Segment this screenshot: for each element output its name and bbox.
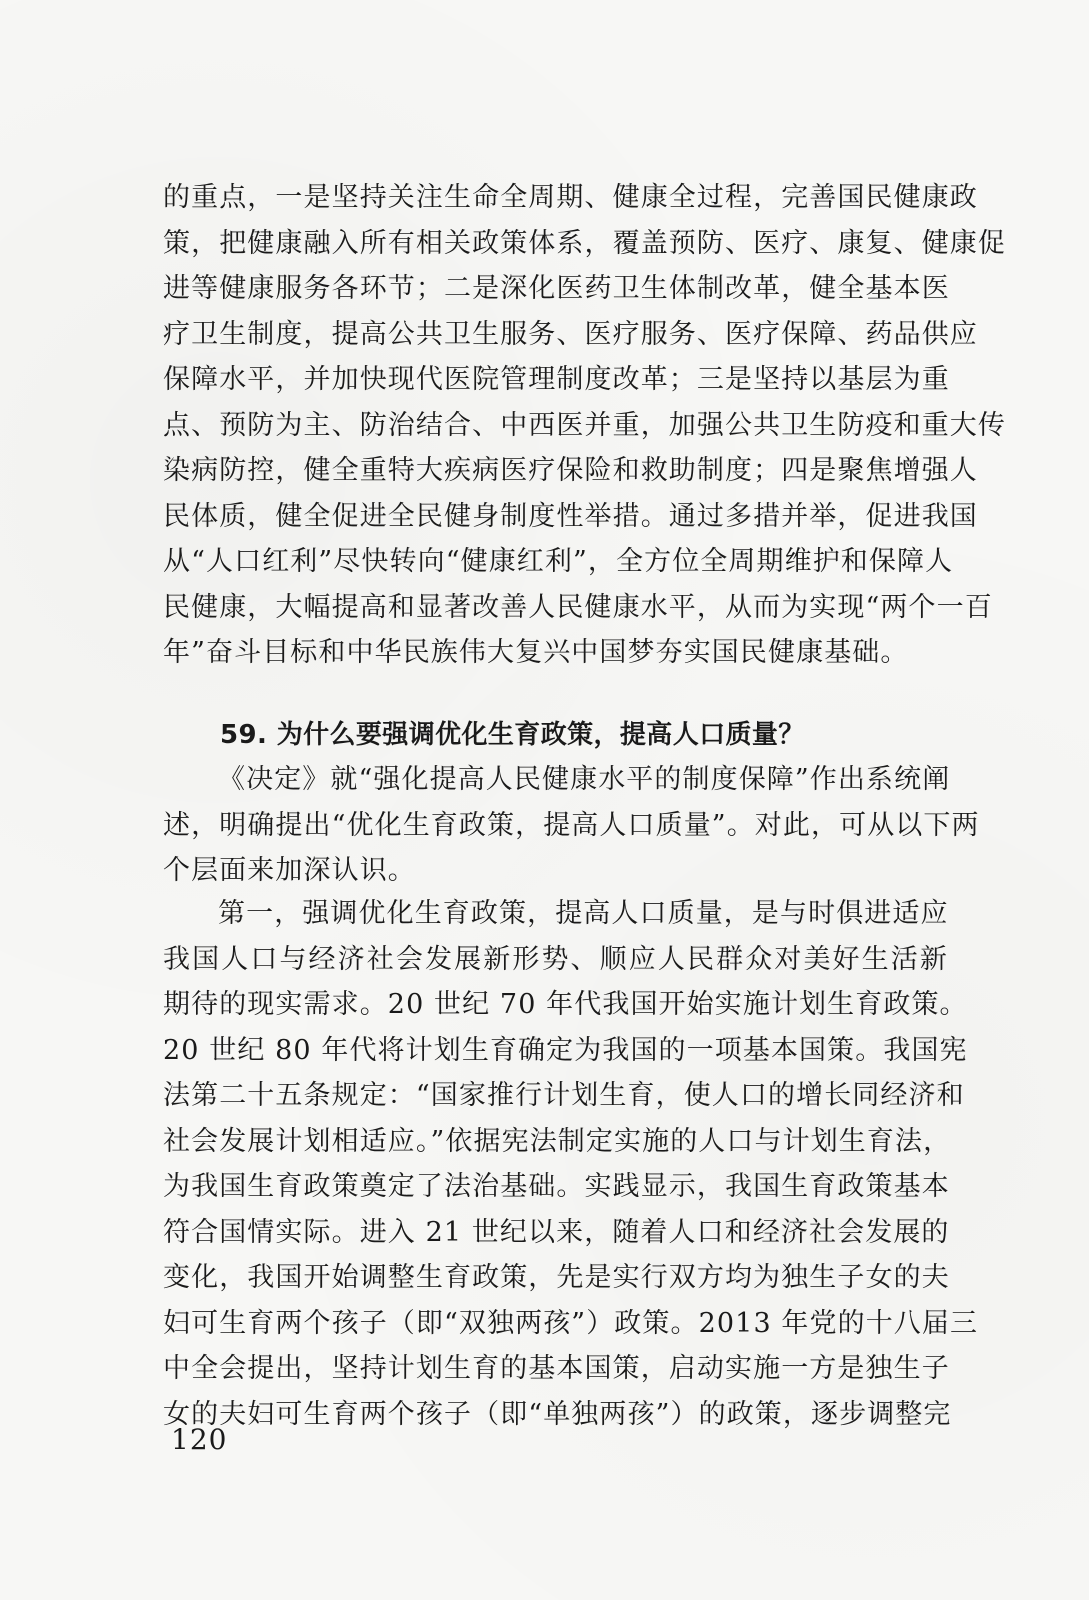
paragraph-intro: [163, 757, 980, 894]
text-line: 进等健康服务各环节；二是深化医药卫生体制改革，健全基本医: [163, 273, 950, 304]
text-line: 民健康，大幅提高和显著改善人民健康水平，从而为实现“两个一百: [163, 591, 993, 623]
text-line: 女的夫妇可生育两个孩子（即“单独两孩”）的政策，逐步调整完: [163, 1398, 952, 1430]
text-line: 年”奋斗目标和中华民族伟大复兴中国梦夯实国民健康基础。: [163, 637, 909, 668]
text-line: 为我国生育政策奠定了法治基础。实践显示，我国生育政策基本: [163, 1171, 950, 1202]
text-line: 妇可生育两个孩子（即“双独两孩”）政策。2013 年党的十八届三: [163, 1307, 979, 1339]
text-line: 点、预防为主、防治结合、中西医并重，加强公共卫生防疫和重大传: [163, 409, 1006, 441]
text-line: 中全会提出，坚持计划生育的基本国策，启动实施一方是独生子: [163, 1353, 950, 1384]
text-line: 从“人口红利”尽快转向“健康红利”，全方位全周期维护和保障人: [163, 546, 954, 577]
text-line: 《决定》就“强化提高人民健康水平的制度保障”作出系统阐: [218, 764, 951, 795]
text-line: 变化，我国开始调整生育政策，先是实行双方均为独生子女的夫: [163, 1262, 950, 1293]
text-line: 的重点，一是坚持关注生命全周期、健康全过程，完善国民健康政: [163, 182, 978, 213]
text-line: 保障水平，并加快现代医院管理制度改革；三是坚持以基层为重: [163, 364, 950, 395]
text-line: 述，明确提出“优化生育政策，提高人口质量”。对此，可从以下两: [163, 809, 980, 841]
text-line: 个层面来加深认识。: [163, 855, 416, 886]
text-line: 社会发展计划相适应。”依据宪法制定实施的人口与计划生育法，: [163, 1125, 952, 1157]
text-line: 民体质，健全促进全民健身制度性举措。通过多措并举，促进我国: [163, 500, 978, 532]
paragraph-first-point: [163, 891, 979, 1437]
text-line: 染病防控，健全重特大疾病医疗保险和救助制度；四是聚焦增强人: [163, 455, 978, 486]
page-number: 120: [171, 1423, 228, 1456]
text-line: 第一，强调优化生育政策，提高人口质量，是与时俱进适应: [218, 898, 949, 929]
section-heading: 59. 为什么要强调优化生育政策，提高人口质量？: [220, 720, 805, 750]
paragraph-continued: [163, 175, 1006, 676]
text-line: 策，把健康融入所有相关政策体系，覆盖预防、医疗、康复、健康促: [163, 227, 1006, 259]
text-line: 法第二十五条规定：“国家推行计划生育，使人口的增长同经济和: [163, 1080, 965, 1111]
text-line: 符合国情实际。进入 21 世纪以来，随着人口和经济社会发展的: [163, 1216, 950, 1248]
text-line: 20 世纪 80 年代将计划生育确定为我国的一项基本国策。我国宪: [163, 1034, 968, 1066]
text-line: 我国人口与经济社会发展新形势、顺应人民群众对美好生活新: [163, 943, 948, 975]
text-line: 期待的现实需求。20 世纪 70 年代我国开始实施计划生育政策。: [163, 989, 968, 1020]
text-line: 疗卫生制度，提高公共卫生服务、医疗服务、医疗保障、药品供应: [163, 318, 978, 350]
